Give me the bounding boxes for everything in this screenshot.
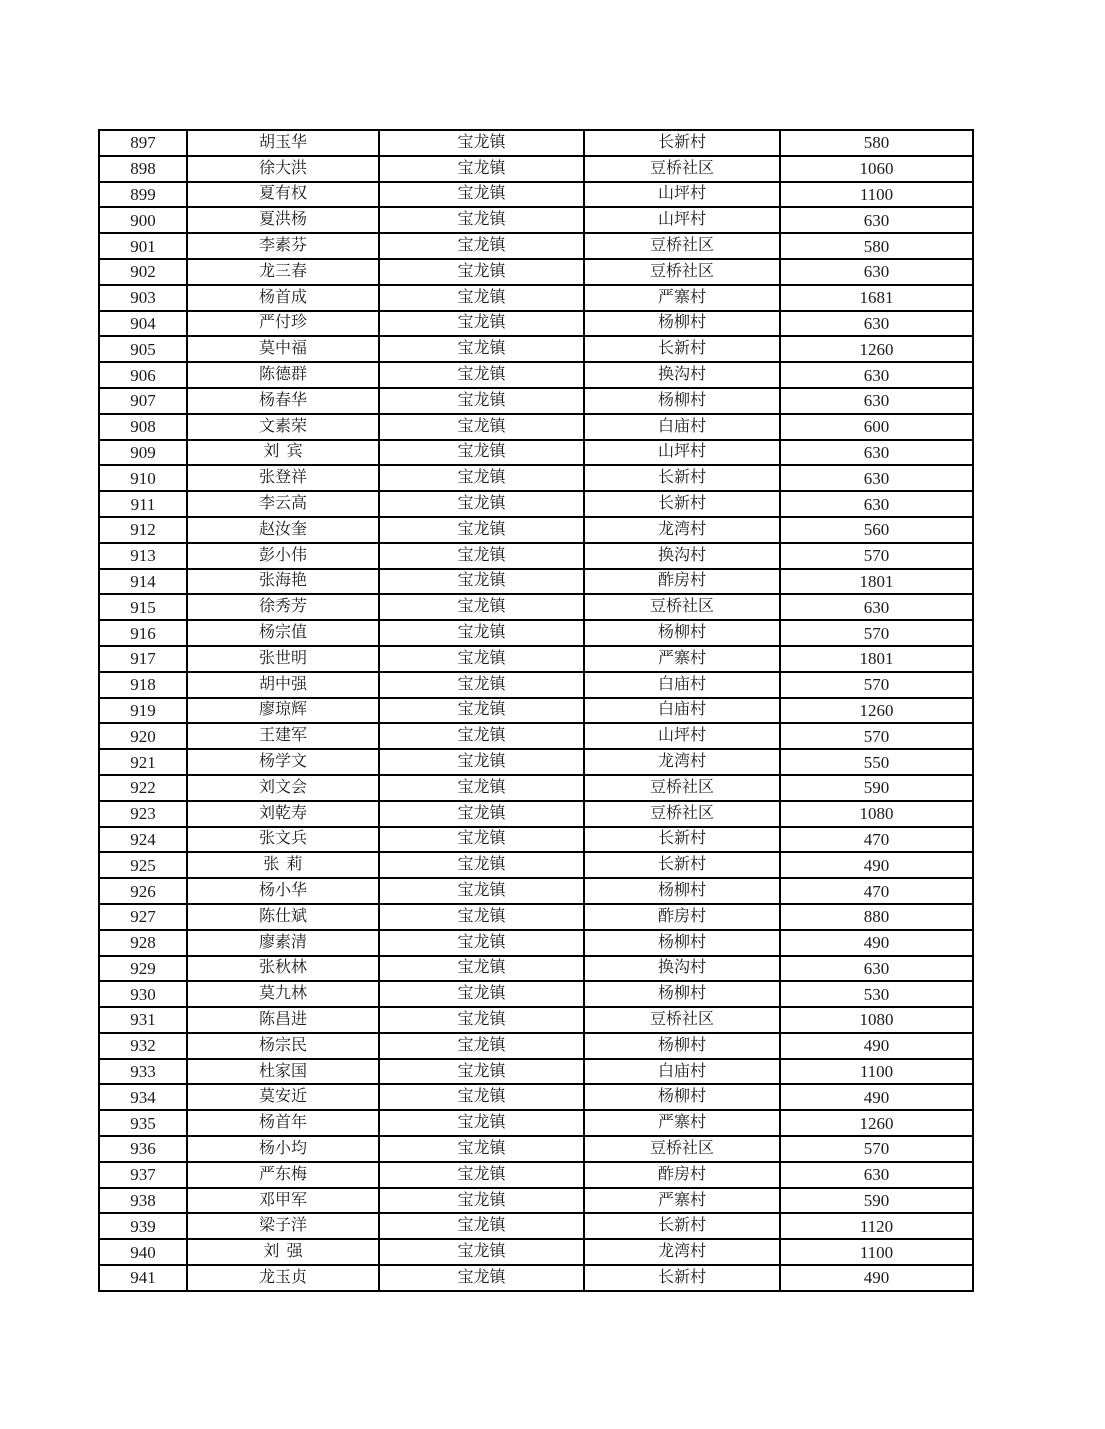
table-row bbox=[99, 1110, 973, 1136]
cell-amount: 490 bbox=[780, 1265, 973, 1291]
cell-village: 换沟村 bbox=[584, 362, 780, 388]
cell-town: 宝龙镇 bbox=[379, 672, 584, 698]
cell-town: 宝龙镇 bbox=[379, 207, 584, 233]
cell-amount: 1681 bbox=[780, 285, 973, 311]
cell-village: 豆桥社区 bbox=[584, 156, 780, 182]
table-row bbox=[99, 388, 973, 414]
cell-village: 龙湾村 bbox=[584, 749, 780, 775]
table-row bbox=[99, 569, 973, 595]
cell-serial: 938 bbox=[99, 1188, 187, 1214]
cell-amount: 470 bbox=[780, 878, 973, 904]
cell-town: 宝龙镇 bbox=[379, 130, 584, 156]
cell-village: 山坪村 bbox=[584, 207, 780, 233]
cell-serial: 933 bbox=[99, 1059, 187, 1085]
cell-name: 文素荣 bbox=[187, 414, 379, 440]
cell-amount: 1801 bbox=[780, 569, 973, 595]
cell-village: 豆桥社区 bbox=[584, 259, 780, 285]
cell-village: 杨柳村 bbox=[584, 930, 780, 956]
table-row bbox=[99, 311, 973, 337]
cell-name: 刘乾寿 bbox=[187, 801, 379, 827]
cell-name: 杨学文 bbox=[187, 749, 379, 775]
cell-serial: 936 bbox=[99, 1136, 187, 1162]
cell-amount: 600 bbox=[780, 414, 973, 440]
cell-serial: 908 bbox=[99, 414, 187, 440]
table-row bbox=[99, 207, 973, 233]
cell-name: 徐秀芳 bbox=[187, 594, 379, 620]
cell-village: 龙湾村 bbox=[584, 1239, 780, 1265]
cell-amount: 530 bbox=[780, 981, 973, 1007]
cell-name: 李云高 bbox=[187, 491, 379, 517]
table-row bbox=[99, 852, 973, 878]
cell-village: 严寨村 bbox=[584, 1110, 780, 1136]
cell-town: 宝龙镇 bbox=[379, 1136, 584, 1162]
cell-name: 王建军 bbox=[187, 723, 379, 749]
cell-amount: 1080 bbox=[780, 1007, 973, 1033]
cell-village: 豆桥社区 bbox=[584, 801, 780, 827]
cell-amount: 1260 bbox=[780, 698, 973, 724]
cell-name: 梁子洋 bbox=[187, 1213, 379, 1239]
cell-amount: 1100 bbox=[780, 1239, 973, 1265]
cell-amount: 590 bbox=[780, 775, 973, 801]
cell-village: 豆桥社区 bbox=[584, 1007, 780, 1033]
cell-amount: 630 bbox=[780, 362, 973, 388]
cell-name: 杨首年 bbox=[187, 1110, 379, 1136]
cell-amount: 1080 bbox=[780, 801, 973, 827]
cell-town: 宝龙镇 bbox=[379, 594, 584, 620]
cell-town: 宝龙镇 bbox=[379, 775, 584, 801]
table-row bbox=[99, 981, 973, 1007]
cell-village: 严寨村 bbox=[584, 646, 780, 672]
cell-name: 徐大洪 bbox=[187, 156, 379, 182]
cell-town: 宝龙镇 bbox=[379, 517, 584, 543]
cell-town: 宝龙镇 bbox=[379, 956, 584, 982]
table-row bbox=[99, 285, 973, 311]
cell-name: 廖琼辉 bbox=[187, 698, 379, 724]
table-row bbox=[99, 156, 973, 182]
cell-village: 豆桥社区 bbox=[584, 1136, 780, 1162]
table-row bbox=[99, 1239, 973, 1265]
table-row bbox=[99, 259, 973, 285]
cell-village: 换沟村 bbox=[584, 543, 780, 569]
cell-amount: 570 bbox=[780, 1136, 973, 1162]
cell-village: 杨柳村 bbox=[584, 878, 780, 904]
cell-name: 莫安近 bbox=[187, 1084, 379, 1110]
cell-village: 长新村 bbox=[584, 336, 780, 362]
cell-serial: 912 bbox=[99, 517, 187, 543]
cell-serial: 910 bbox=[99, 465, 187, 491]
cell-amount: 1120 bbox=[780, 1213, 973, 1239]
cell-amount: 490 bbox=[780, 852, 973, 878]
cell-village: 龙湾村 bbox=[584, 517, 780, 543]
cell-amount: 570 bbox=[780, 543, 973, 569]
cell-serial: 915 bbox=[99, 594, 187, 620]
cell-amount: 490 bbox=[780, 1033, 973, 1059]
cell-serial: 898 bbox=[99, 156, 187, 182]
cell-town: 宝龙镇 bbox=[379, 336, 584, 362]
cell-serial: 920 bbox=[99, 723, 187, 749]
cell-name: 刘文会 bbox=[187, 775, 379, 801]
table-row bbox=[99, 465, 973, 491]
cell-village: 山坪村 bbox=[584, 723, 780, 749]
cell-amount: 580 bbox=[780, 233, 973, 259]
table-row bbox=[99, 904, 973, 930]
table-row bbox=[99, 698, 973, 724]
cell-amount: 570 bbox=[780, 620, 973, 646]
table-row bbox=[99, 1162, 973, 1188]
cell-serial: 934 bbox=[99, 1084, 187, 1110]
cell-serial: 900 bbox=[99, 207, 187, 233]
cell-serial: 913 bbox=[99, 543, 187, 569]
table-row bbox=[99, 594, 973, 620]
cell-town: 宝龙镇 bbox=[379, 1239, 584, 1265]
cell-village: 杨柳村 bbox=[584, 981, 780, 1007]
cell-village: 杨柳村 bbox=[584, 311, 780, 337]
cell-serial: 939 bbox=[99, 1213, 187, 1239]
cell-name: 龙玉贞 bbox=[187, 1265, 379, 1291]
cell-village: 白庙村 bbox=[584, 1059, 780, 1085]
cell-name: 杨小均 bbox=[187, 1136, 379, 1162]
cell-amount: 490 bbox=[780, 1084, 973, 1110]
table-row bbox=[99, 801, 973, 827]
cell-village: 长新村 bbox=[584, 465, 780, 491]
cell-name: 李素芬 bbox=[187, 233, 379, 259]
table-row bbox=[99, 672, 973, 698]
table-row bbox=[99, 1084, 973, 1110]
cell-amount: 1100 bbox=[780, 182, 973, 208]
table-row bbox=[99, 1188, 973, 1214]
cell-serial: 903 bbox=[99, 285, 187, 311]
cell-amount: 470 bbox=[780, 827, 973, 853]
cell-town: 宝龙镇 bbox=[379, 543, 584, 569]
cell-serial: 921 bbox=[99, 749, 187, 775]
cell-amount: 630 bbox=[780, 259, 973, 285]
cell-name: 夏有权 bbox=[187, 182, 379, 208]
cell-town: 宝龙镇 bbox=[379, 569, 584, 595]
cell-village: 酢房村 bbox=[584, 569, 780, 595]
cell-serial: 929 bbox=[99, 956, 187, 982]
cell-amount: 1060 bbox=[780, 156, 973, 182]
cell-town: 宝龙镇 bbox=[379, 1033, 584, 1059]
cell-serial: 930 bbox=[99, 981, 187, 1007]
cell-serial: 923 bbox=[99, 801, 187, 827]
cell-town: 宝龙镇 bbox=[379, 311, 584, 337]
cell-amount: 630 bbox=[780, 207, 973, 233]
cell-village: 长新村 bbox=[584, 1213, 780, 1239]
cell-serial: 904 bbox=[99, 311, 187, 337]
table-row bbox=[99, 775, 973, 801]
cell-serial: 905 bbox=[99, 336, 187, 362]
cell-village: 长新村 bbox=[584, 1265, 780, 1291]
table-row bbox=[99, 336, 973, 362]
cell-amount: 630 bbox=[780, 1162, 973, 1188]
cell-serial: 922 bbox=[99, 775, 187, 801]
cell-name: 刘宾 bbox=[187, 440, 379, 466]
cell-serial: 925 bbox=[99, 852, 187, 878]
cell-town: 宝龙镇 bbox=[379, 259, 584, 285]
cell-town: 宝龙镇 bbox=[379, 801, 584, 827]
cell-serial: 924 bbox=[99, 827, 187, 853]
cell-town: 宝龙镇 bbox=[379, 156, 584, 182]
cell-village: 白庙村 bbox=[584, 698, 780, 724]
cell-village: 杨柳村 bbox=[584, 620, 780, 646]
cell-village: 白庙村 bbox=[584, 672, 780, 698]
cell-name: 张世明 bbox=[187, 646, 379, 672]
cell-town: 宝龙镇 bbox=[379, 1110, 584, 1136]
cell-name: 莫九林 bbox=[187, 981, 379, 1007]
table-body bbox=[99, 130, 973, 1291]
cell-town: 宝龙镇 bbox=[379, 233, 584, 259]
cell-town: 宝龙镇 bbox=[379, 362, 584, 388]
table-row bbox=[99, 1033, 973, 1059]
cell-amount: 630 bbox=[780, 388, 973, 414]
cell-serial: 909 bbox=[99, 440, 187, 466]
table-row bbox=[99, 878, 973, 904]
cell-amount: 1260 bbox=[780, 336, 973, 362]
cell-name: 赵汝奎 bbox=[187, 517, 379, 543]
cell-amount: 1260 bbox=[780, 1110, 973, 1136]
cell-serial: 914 bbox=[99, 569, 187, 595]
cell-amount: 490 bbox=[780, 930, 973, 956]
cell-town: 宝龙镇 bbox=[379, 723, 584, 749]
cell-village: 酢房村 bbox=[584, 904, 780, 930]
cell-town: 宝龙镇 bbox=[379, 1188, 584, 1214]
cell-town: 宝龙镇 bbox=[379, 1162, 584, 1188]
cell-amount: 580 bbox=[780, 130, 973, 156]
table-row bbox=[99, 1059, 973, 1085]
cell-village: 杨柳村 bbox=[584, 388, 780, 414]
cell-name: 陈昌进 bbox=[187, 1007, 379, 1033]
cell-village: 白庙村 bbox=[584, 414, 780, 440]
cell-serial: 927 bbox=[99, 904, 187, 930]
cell-name: 严东梅 bbox=[187, 1162, 379, 1188]
cell-village: 长新村 bbox=[584, 827, 780, 853]
table-row bbox=[99, 362, 973, 388]
cell-village: 严寨村 bbox=[584, 1188, 780, 1214]
cell-name: 张文兵 bbox=[187, 827, 379, 853]
cell-amount: 630 bbox=[780, 465, 973, 491]
cell-village: 长新村 bbox=[584, 852, 780, 878]
cell-amount: 1100 bbox=[780, 1059, 973, 1085]
cell-town: 宝龙镇 bbox=[379, 1059, 584, 1085]
cell-serial: 902 bbox=[99, 259, 187, 285]
table-row bbox=[99, 543, 973, 569]
cell-name: 胡玉华 bbox=[187, 130, 379, 156]
table-row bbox=[99, 491, 973, 517]
table-row bbox=[99, 956, 973, 982]
cell-town: 宝龙镇 bbox=[379, 182, 584, 208]
cell-town: 宝龙镇 bbox=[379, 414, 584, 440]
cell-name: 张莉 bbox=[187, 852, 379, 878]
cell-name: 杨首成 bbox=[187, 285, 379, 311]
cell-serial: 931 bbox=[99, 1007, 187, 1033]
cell-name: 彭小伟 bbox=[187, 543, 379, 569]
cell-village: 豆桥社区 bbox=[584, 594, 780, 620]
cell-name: 邓甲军 bbox=[187, 1188, 379, 1214]
table-row bbox=[99, 517, 973, 543]
cell-serial: 906 bbox=[99, 362, 187, 388]
cell-amount: 590 bbox=[780, 1188, 973, 1214]
cell-village: 山坪村 bbox=[584, 440, 780, 466]
cell-serial: 907 bbox=[99, 388, 187, 414]
cell-town: 宝龙镇 bbox=[379, 465, 584, 491]
cell-serial: 917 bbox=[99, 646, 187, 672]
cell-name: 严付珍 bbox=[187, 311, 379, 337]
cell-name: 张秋林 bbox=[187, 956, 379, 982]
cell-town: 宝龙镇 bbox=[379, 749, 584, 775]
table-row bbox=[99, 414, 973, 440]
table-row bbox=[99, 1213, 973, 1239]
cell-amount: 630 bbox=[780, 956, 973, 982]
table-row bbox=[99, 620, 973, 646]
cell-name: 莫中福 bbox=[187, 336, 379, 362]
cell-village: 长新村 bbox=[584, 491, 780, 517]
cell-serial: 897 bbox=[99, 130, 187, 156]
cell-name: 廖素清 bbox=[187, 930, 379, 956]
cell-serial: 918 bbox=[99, 672, 187, 698]
cell-town: 宝龙镇 bbox=[379, 930, 584, 956]
cell-serial: 926 bbox=[99, 878, 187, 904]
cell-town: 宝龙镇 bbox=[379, 1084, 584, 1110]
cell-town: 宝龙镇 bbox=[379, 620, 584, 646]
cell-serial: 901 bbox=[99, 233, 187, 259]
cell-village: 山坪村 bbox=[584, 182, 780, 208]
cell-village: 杨柳村 bbox=[584, 1084, 780, 1110]
cell-town: 宝龙镇 bbox=[379, 440, 584, 466]
cell-town: 宝龙镇 bbox=[379, 981, 584, 1007]
cell-serial: 932 bbox=[99, 1033, 187, 1059]
table-row bbox=[99, 130, 973, 156]
cell-amount: 630 bbox=[780, 311, 973, 337]
cell-town: 宝龙镇 bbox=[379, 1213, 584, 1239]
cell-name: 杨小华 bbox=[187, 878, 379, 904]
cell-serial: 919 bbox=[99, 698, 187, 724]
cell-serial: 911 bbox=[99, 491, 187, 517]
cell-name: 杜家国 bbox=[187, 1059, 379, 1085]
cell-town: 宝龙镇 bbox=[379, 904, 584, 930]
cell-town: 宝龙镇 bbox=[379, 827, 584, 853]
cell-amount: 630 bbox=[780, 440, 973, 466]
cell-village: 酢房村 bbox=[584, 1162, 780, 1188]
cell-village: 长新村 bbox=[584, 130, 780, 156]
cell-village: 杨柳村 bbox=[584, 1033, 780, 1059]
cell-amount: 630 bbox=[780, 491, 973, 517]
cell-serial: 940 bbox=[99, 1239, 187, 1265]
cell-serial: 916 bbox=[99, 620, 187, 646]
table-row bbox=[99, 1265, 973, 1291]
cell-name: 陈仕斌 bbox=[187, 904, 379, 930]
cell-town: 宝龙镇 bbox=[379, 852, 584, 878]
table-row bbox=[99, 440, 973, 466]
table-row bbox=[99, 182, 973, 208]
cell-name: 杨宗民 bbox=[187, 1033, 379, 1059]
cell-serial: 937 bbox=[99, 1162, 187, 1188]
cell-serial: 928 bbox=[99, 930, 187, 956]
cell-village: 换沟村 bbox=[584, 956, 780, 982]
cell-name: 刘强 bbox=[187, 1239, 379, 1265]
cell-name: 陈德群 bbox=[187, 362, 379, 388]
table-row bbox=[99, 1136, 973, 1162]
cell-town: 宝龙镇 bbox=[379, 1007, 584, 1033]
cell-serial: 935 bbox=[99, 1110, 187, 1136]
cell-amount: 570 bbox=[780, 672, 973, 698]
cell-village: 严寨村 bbox=[584, 285, 780, 311]
table-row bbox=[99, 646, 973, 672]
cell-amount: 550 bbox=[780, 749, 973, 775]
table-row bbox=[99, 749, 973, 775]
cell-amount: 880 bbox=[780, 904, 973, 930]
cell-town: 宝龙镇 bbox=[379, 646, 584, 672]
table-row bbox=[99, 930, 973, 956]
cell-serial: 941 bbox=[99, 1265, 187, 1291]
cell-amount: 570 bbox=[780, 723, 973, 749]
cell-amount: 630 bbox=[780, 594, 973, 620]
cell-name: 夏洪杨 bbox=[187, 207, 379, 233]
cell-amount: 1801 bbox=[780, 646, 973, 672]
table-row bbox=[99, 827, 973, 853]
cell-name: 胡中强 bbox=[187, 672, 379, 698]
cell-name: 杨宗值 bbox=[187, 620, 379, 646]
beneficiary-table bbox=[98, 129, 974, 1292]
cell-town: 宝龙镇 bbox=[379, 698, 584, 724]
cell-amount: 560 bbox=[780, 517, 973, 543]
cell-town: 宝龙镇 bbox=[379, 285, 584, 311]
cell-town: 宝龙镇 bbox=[379, 878, 584, 904]
cell-name: 龙三春 bbox=[187, 259, 379, 285]
table-row bbox=[99, 723, 973, 749]
table-row bbox=[99, 233, 973, 259]
cell-town: 宝龙镇 bbox=[379, 491, 584, 517]
cell-name: 张海艳 bbox=[187, 569, 379, 595]
cell-town: 宝龙镇 bbox=[379, 388, 584, 414]
cell-village: 豆桥社区 bbox=[584, 775, 780, 801]
cell-name: 张登祥 bbox=[187, 465, 379, 491]
table-row bbox=[99, 1007, 973, 1033]
cell-serial: 899 bbox=[99, 182, 187, 208]
cell-town: 宝龙镇 bbox=[379, 1265, 584, 1291]
cell-village: 豆桥社区 bbox=[584, 233, 780, 259]
cell-name: 杨春华 bbox=[187, 388, 379, 414]
